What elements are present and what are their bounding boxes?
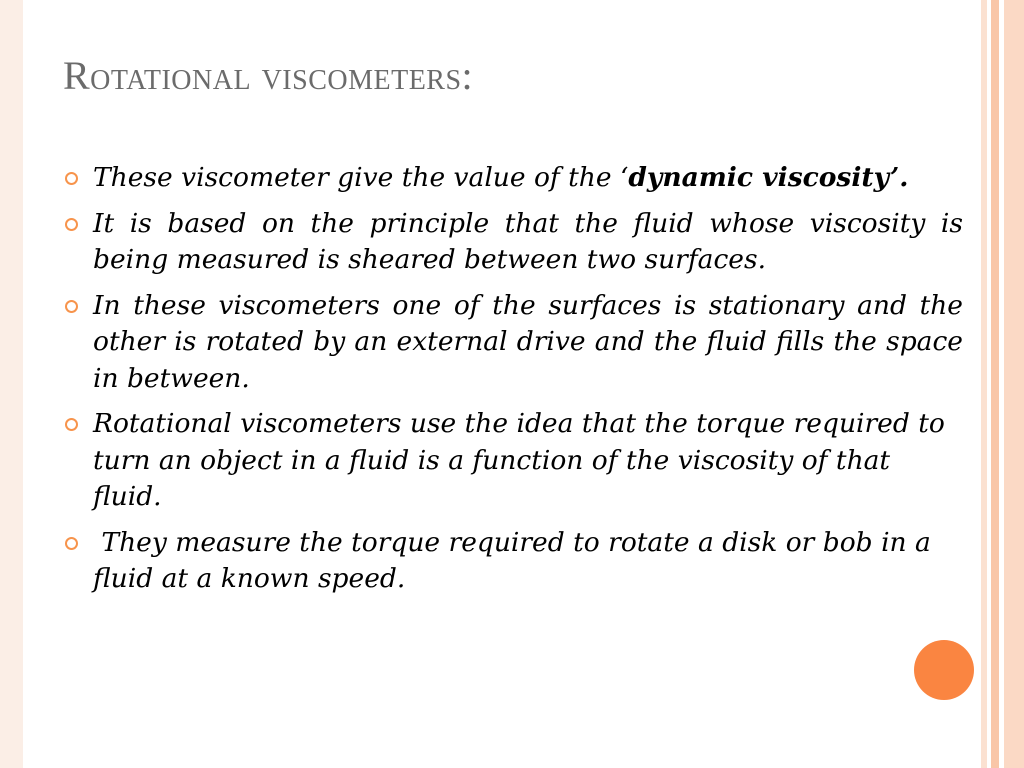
bullet-item: [63, 206, 963, 279]
bullet-item: [63, 288, 963, 398]
bullet-text: In these viscometers one of the surfaces is stationary and the other is rotated by an external drive and the fluid fills the space in between.: [93, 289, 963, 394]
bullet-text: Rotational viscometers use the idea that the torque required to turn an object in a fluid is a function of the viscosity of that fluid.: [93, 408, 945, 512]
bullet-item: [63, 160, 963, 197]
bullet-list: [63, 160, 963, 607]
bullet-circle-icon: [65, 172, 78, 185]
bullet-circle-icon: [65, 218, 78, 231]
decorative-circle: [914, 640, 974, 700]
slide-title: Rotational viscometers:: [63, 53, 474, 98]
bullet-text: It is based on the principle that the fluid whose viscosity is being measured is sheared between two surfaces.: [93, 207, 963, 275]
stripe-5: [1004, 0, 1024, 768]
bullet-circle-icon: [65, 418, 78, 431]
right-decorative-stripes: [981, 0, 1024, 768]
bullet-text: These viscometer give the value of the ‘: [93, 162, 629, 193]
bullet-circle-icon: [65, 537, 78, 550]
bullet-item: [63, 525, 963, 598]
stripe-3: [991, 0, 999, 768]
bullet-text: They measure the torque required to rotate a disk or bob in a fluid at a known speed.: [93, 526, 931, 594]
bullet-emphasis: dynamic viscosity’.: [628, 162, 909, 193]
bullet-circle-icon: [65, 300, 78, 313]
bullet-item: [63, 406, 963, 516]
